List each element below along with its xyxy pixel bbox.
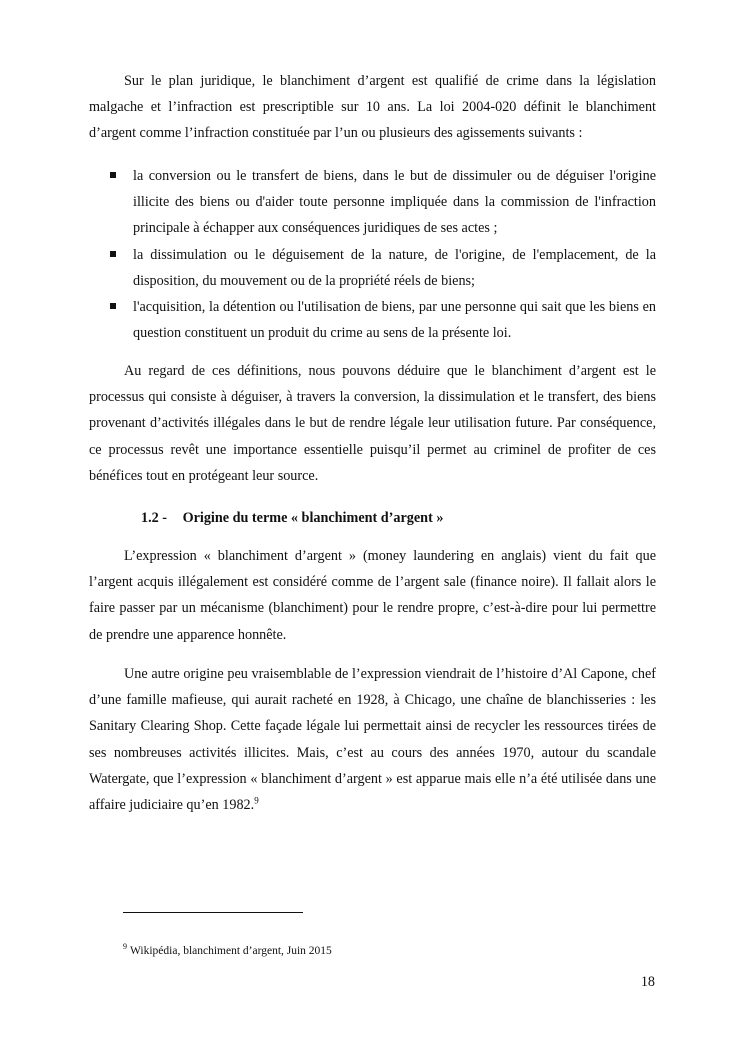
square-bullet-icon bbox=[110, 172, 116, 178]
square-bullet-icon bbox=[110, 303, 116, 309]
footnote-reference[interactable]: 9 bbox=[254, 795, 259, 806]
list-item-text: la dissimulation ou le déguisement de la nature, de l'origine, de l'emplacement, de la disposition, du mouvement ou de la propriété réels de biens; bbox=[133, 246, 656, 289]
paragraph-expression-origin: L’expression « blanchiment d’argent » (money laundering en anglais) vient du fait que l’argent acquis illégalement est considéré comme de l’argent sale (finance noire). Il fallait alors le faire passer par un mécanisme (blanchiment) pour le rendre propre, c’est-à-dire pour lui permettre de prendre une apparence honnête. bbox=[89, 548, 656, 643]
paragraph-al-capone bbox=[89, 661, 656, 818]
paragraph-al-capone-text: Une autre origine peu vraisemblable de l’expression viendrait de l’histoire d’Al Capone, chef d’une famille mafieuse, qui aurait racheté en 1928, à Chicago, une chaîne de blanchisseries : les Sanitary Clearing Shop. Cette façade légale lui permettait ainsi de recycler les ressources tirées de ses nombreuses activités illicites. Mais, c’est au cours des années 1970, autour du scandale Watergate, que l’expression « blanchiment d’argent » est apparue mais elle n’a été utilisée dans une affaire judiciaire qu’en 1982. bbox=[89, 666, 656, 814]
list-item bbox=[89, 242, 656, 294]
section-number: 1.2 - bbox=[141, 510, 168, 526]
footnote-separator bbox=[123, 912, 303, 913]
paragraph-legal-definition: Sur le plan juridique, le blanchiment d’argent est qualifié de crime dans la législation malgache et l’infraction est prescriptible sur 10 ans. La loi 2004-020 définit le blanchiment d’argent comme l’infraction constituée par l’un ou plusieurs des agissements suivants : bbox=[89, 73, 656, 142]
offense-list bbox=[89, 163, 656, 346]
footnote-number: 9 bbox=[123, 942, 127, 952]
footnote-text: Wikipédia, blanchiment d’argent, Juin 2015 bbox=[130, 945, 332, 957]
footnote bbox=[123, 942, 332, 960]
list-item bbox=[89, 163, 656, 242]
list-item-text: la conversion ou le transfert de biens, dans le but de dissimuler ou de déguiser l'origine illicite des biens ou d'aider toute personne impliquée dans la commission de l'infraction principale à échapper aux conséquences juridiques de ses actes ; bbox=[133, 168, 656, 237]
list-item-text: l'acquisition, la détention ou l'utilisation de biens, par une personne qui sait que les biens en question constituent un produit du crime au sens de la présente loi. bbox=[133, 299, 656, 342]
list-item bbox=[89, 294, 656, 346]
page-number: 18 bbox=[640, 974, 655, 990]
paragraph-deduction: Au regard de ces définitions, nous pouvons déduire que le blanchiment d’argent est le processus qui consiste à déguiser, à travers la conversion, la dissimulation et le transfert, des biens provenant d’activités illégales dans le but de rendre légale leur utilisation future. Par conséquence, ce processus revêt une importance essentielle puisqu’il permet au criminel de profiter de ces bénéfices tout en protégeant leur source. bbox=[89, 363, 656, 484]
section-heading bbox=[141, 505, 443, 531]
section-title: Origine du terme « blanchiment d’argent » bbox=[182, 510, 444, 526]
square-bullet-icon bbox=[110, 251, 116, 257]
